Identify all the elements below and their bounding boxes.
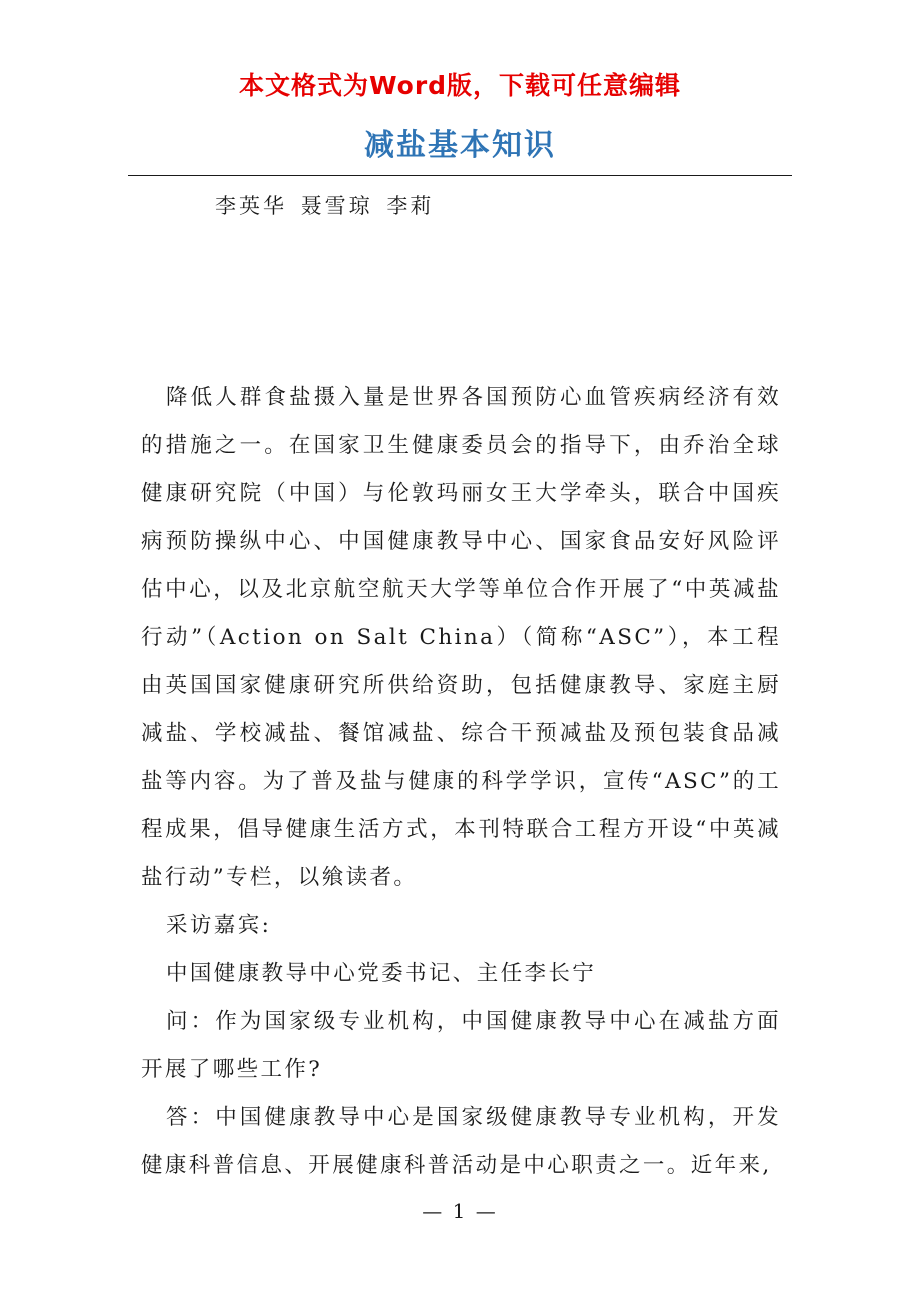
- page-number: — 1 —: [422, 1199, 498, 1223]
- format-notice-banner: 本文格式为Word版，下载可任意编辑: [238, 71, 682, 100]
- intro-paragraph: 降低人群食盐摄入量是世界各国预防心血管疾病经济有效的措施之一。在国家卫生健康委员会的指导下，由乔治全球健康研究院（中国）与伦敦玛丽女王大学牵头，联合中国疾病预防操纵中心、中国健康教导中心、国家食品安好风险评估中心，以及北京航空航天大学等单位合作开展了“中英减盐行动”（Action on Salt China）（简称“ASC”），本工程由英国国家健康研究所供给资助，包括健康教导、家庭主厨减盐、学校减盐、餐馆减盐、综合干预减盐及预包装食品减盐等内容。为了普及盐与健康的科学学识，宣传“ASC”的工程成果，倡导健康生活方式，本刊特联合工程方开设“中英减盐行动”专栏，以飨读者。: [141, 385, 781, 890]
- answer-paragraph: 答：中国健康教导中心是国家级健康教导专业机构，开发健康科普信息、开展健康科普活动是中心职责之一。近年来,: [141, 1105, 781, 1178]
- interview-guest-name: 中国健康教导中心党委书记、主任李长宁: [166, 961, 597, 986]
- title-divider: [128, 175, 792, 176]
- article-body: [141, 374, 781, 1190]
- interview-guest-label: 采访嘉宾:: [166, 913, 272, 938]
- question-paragraph: 问：作为国家级专业机构，中国健康教导中心在减盐方面开展了哪些工作?: [141, 1009, 781, 1082]
- author-line: 李英华 聂雪琼 李莉: [215, 194, 435, 218]
- document-title: 减盐基本知识: [364, 128, 556, 163]
